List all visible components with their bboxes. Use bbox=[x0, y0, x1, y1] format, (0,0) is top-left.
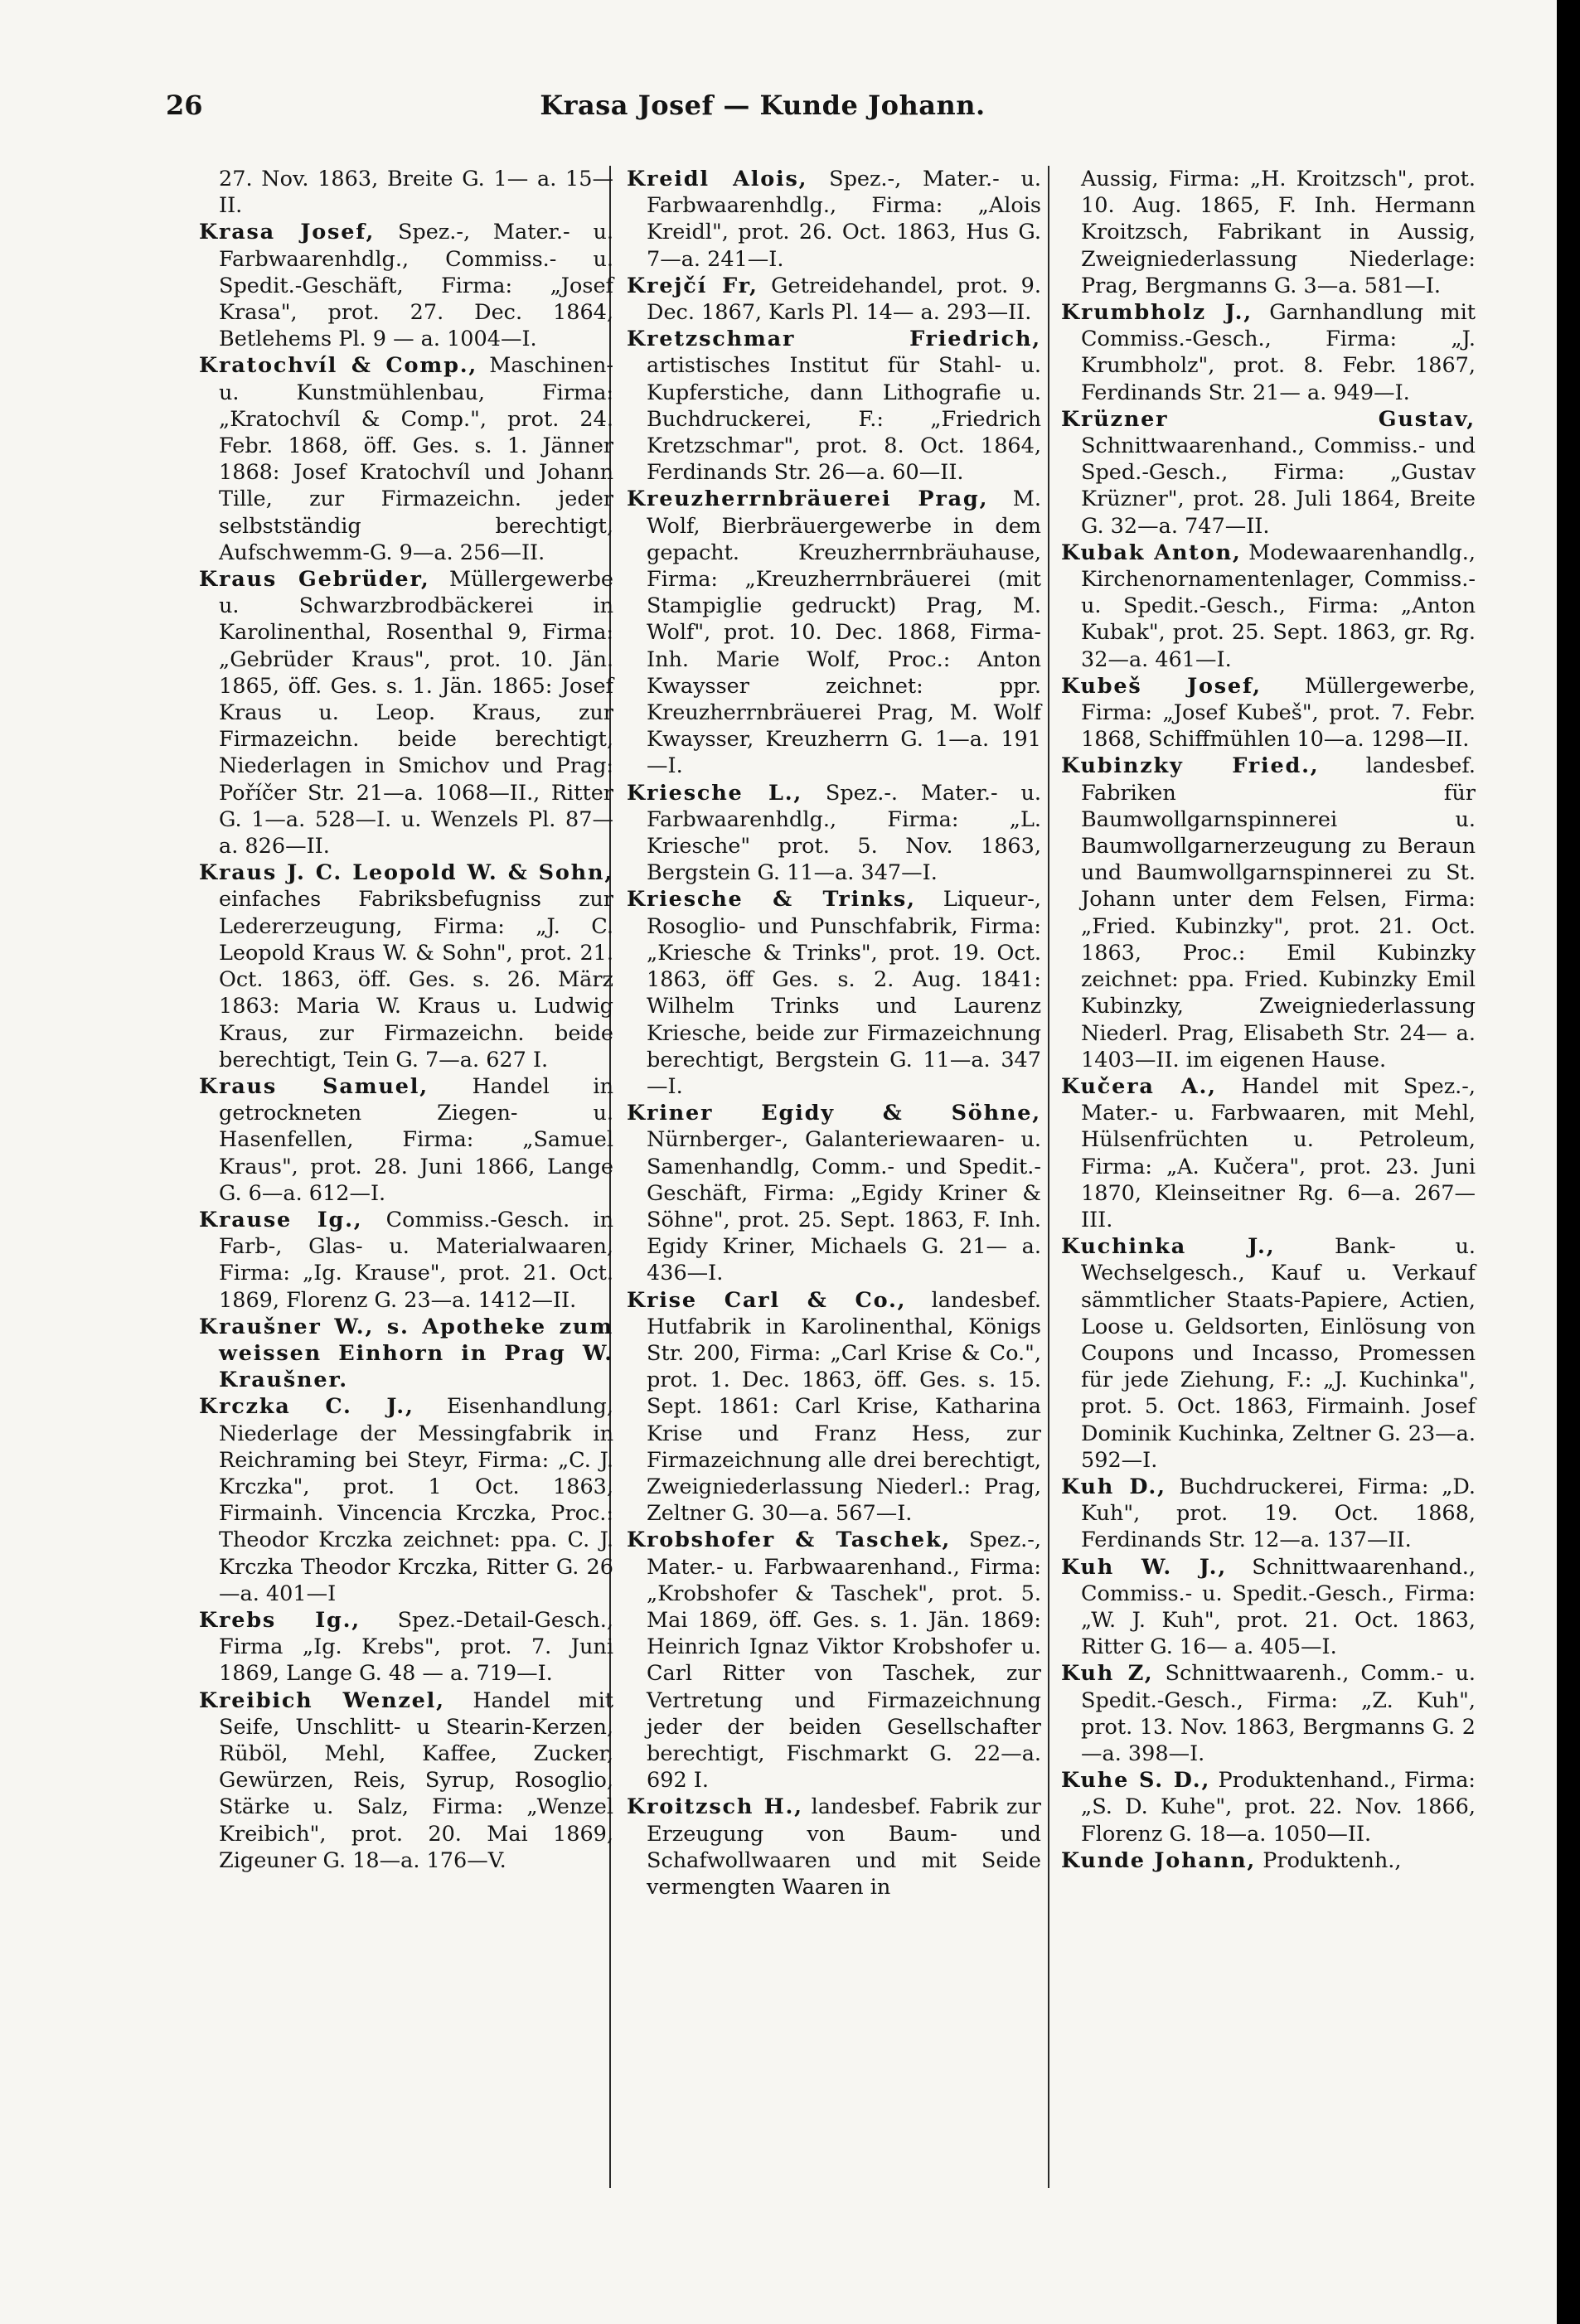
entry-text: Spez.-Detail-Gesch., Firma „Ig. Krebs", prot. 7. Juni 1869, Lange G. 48 — a. 719—I. bbox=[219, 1607, 613, 1687]
directory-entry bbox=[1061, 753, 1476, 1072]
entry-name: Krczka C. J., bbox=[199, 1394, 414, 1420]
entry-name: Kučera A., bbox=[1061, 1073, 1217, 1099]
entry-text: Handel in getrockneten Ziegen- u. Hasenfellen, Firma: „Samuel Kraus", prot. 28. Juni 1866, Lange G. 6—a. 612—I. bbox=[219, 1073, 613, 1206]
entry-name: Krise Carl & Co., bbox=[627, 1287, 907, 1313]
directory-entry bbox=[627, 1527, 1041, 1794]
entry-name: Krejčí Fr, bbox=[627, 273, 758, 298]
directory-entry bbox=[199, 859, 613, 1073]
entry-text: Bank- u. Wechselgesch., Kauf u. Verkauf sämmtlicher Staats-Papiere, Actien, Loose u. Geldsorten, Einlösung von Coupons und Incasso, Promessen für jede Ziehung, F.: „J. Kuchinka", prot. 5. Oct. 1863, Firmainh. Josef Dominik Kuchinka, Zeltner G. 23—a. 592—I. bbox=[1081, 1234, 1476, 1473]
entry-name: Kratochvíl & Comp., bbox=[199, 353, 478, 379]
page-number: 26 bbox=[166, 90, 203, 121]
directory-entry bbox=[199, 1393, 613, 1607]
entry-text: Nürnberger-, Galanteriewaaren- u. Samenhandlg, Comm.- und Spedit.-Geschäft, Firma: „Egidy Kriner & Söhne", prot. 25. Sept. 1863, F. Inh. Egidy Kriner, Michaels G. 21— a. 436—I. bbox=[647, 1127, 1041, 1286]
column-right bbox=[1061, 166, 1476, 1874]
entry-text: Schnittwaarenhand., Commiss.- u. Spedit.-Gesch., Firma: „W. J. Kuh", prot. 21. Oct. 1863, Ritter G. 16— a. 405—I. bbox=[1081, 1554, 1476, 1660]
directory-entry bbox=[627, 326, 1041, 486]
entry-name: Kubeš Josef, bbox=[1061, 673, 1262, 699]
entry-name: Kriesche L., bbox=[627, 780, 803, 806]
entry-name: Kraus J. C. Leopold W. & Sohn, bbox=[199, 860, 613, 886]
column-divider bbox=[1048, 166, 1049, 2188]
directory-entry bbox=[199, 1687, 613, 1874]
entry-name: Kuhe S. D., bbox=[1061, 1768, 1211, 1794]
entry-text: Spez.-, Mater.- u. Farbwaarenhand., Firma: „Krobshofer & Taschek", prot. 5. Mai 1869, öff. Ges. s. 1. Jän. 1869: Heinrich Ignaz Viktor Krobshofer u. Carl Ritter von Taschek, zur Vertretung und Firmazeichnung jeder der beiden Gesellschafter berechtigt, Fischmarkt G. 22—a. 692 I. bbox=[647, 1528, 1042, 1794]
page-header bbox=[166, 90, 1359, 131]
entry-name: Kuh W. J., bbox=[1061, 1554, 1228, 1580]
directory-entry bbox=[627, 780, 1041, 887]
entry-name: Kreibich Wenzel, bbox=[199, 1687, 445, 1713]
entry-name: Krause Ig., bbox=[199, 1207, 363, 1232]
entry-name: Kreidl Alois, bbox=[627, 167, 808, 191]
directory-entry bbox=[1061, 540, 1476, 673]
entry-name: Krasa Josef, bbox=[199, 220, 376, 245]
entry-text: Buchdruckerei, Firma: „D. Kuh", prot. 19. Oct. 1868, Ferdinands Str. 12—a. 137—II. bbox=[1081, 1474, 1476, 1553]
directory-entry bbox=[627, 1100, 1041, 1286]
entry-text: Handel mit Spez.-, Mater.- u. Farbwaaren, mit Mehl, Hülsenfrüchten u. Petroleum, Firma: „A. Kučera", prot. 23. Juni 1870, Kleinseitner Rg. 6—a. 267—III. bbox=[1081, 1073, 1476, 1232]
column-left bbox=[199, 166, 613, 1874]
entry-name: Kraušner W., s. Apotheke zum weissen Einhorn in Prag W. Kraušner. bbox=[199, 1314, 613, 1393]
entry-name: Kuchinka J., bbox=[1061, 1234, 1276, 1260]
directory-entry bbox=[199, 1073, 613, 1207]
entry-text: 27. Nov. 1863, Breite G. 1— a. 15—II. bbox=[219, 167, 613, 219]
entry-name: Kuh D., bbox=[1061, 1474, 1166, 1499]
directory-entry bbox=[1061, 1767, 1476, 1847]
entry-text: Schnittwaarenhand., Commiss.- und Sped.-Gesch., Firma: „Gustav Krüzner", prot. 28. Juli 1864, Breite G. 32—a. 747—II. bbox=[1081, 433, 1476, 539]
entry-text: landesbef. Fabrik zur Erzeugung von Baum- und Schafwollwaaren und mit Seide vermengten Waaren in bbox=[647, 1794, 1041, 1900]
directory-entry bbox=[627, 166, 1041, 273]
directory-entry bbox=[1061, 1474, 1476, 1554]
directory-entry bbox=[627, 1794, 1041, 1900]
entry-text: Liqueur-, Rosoglio- und Punschfabrik, Firma: „Kriesche & Trinks", prot. 19. Oct. 1863, öff Ges. s. 2. Aug. 1841: Wilhelm Trinks und Laurenz Kriesche, beide zur Firmazeichnung berechtigt, Bergstein G. 11—a. 347—I. bbox=[647, 887, 1041, 1099]
entry-text: landesbef. Fabriken für Baumwollgarnspinnerei u. Baumwollgarnerzeugung zu Beraun und Baumwollgarnspinnerei zu St. Johann unter dem Felsen, Firma: „Fried. Kubinzky", prot. 21. Oct. 1863, Proc.: Emil Kubinzky zeichnet: ppa. Fried. Kubinzky Emil Kubinzky, Zweigniederlassung Niederl. Prag, Elisabeth Str. 24— a. 1403—II. im eigenen Hause. bbox=[1081, 753, 1476, 1072]
entry-name: Kuh Z, bbox=[1061, 1661, 1154, 1687]
directory-entry bbox=[1061, 1554, 1476, 1661]
entry-name: Kubak Anton, bbox=[1061, 540, 1242, 565]
directory-entry bbox=[1061, 166, 1476, 299]
entry-text: landesbef. Hutfabrik in Karolinenthal, Königs Str. 200, Firma: „Carl Krise & Co.", prot. 1. Dec. 1863, öff. Ges. s. 15. Sept. 1861: Carl Krise, Katharina Krise und Franz Hess, zur Firmazeichnung alle drei berechtigt, Zweigniederlassung Niederl.: Prag, Zeltner G. 30—a. 567—I. bbox=[647, 1287, 1041, 1527]
entry-name: Kraus Gebrüder, bbox=[199, 567, 430, 593]
entry-text: Müllergewerbe, Firma: „Josef Kubeš", prot. 7. Febr. 1868, Schiffmühlen 10—a. 1298—II. bbox=[1081, 673, 1476, 753]
entry-text: artistisches Institut für Stahl- u. Kupferstiche, dann Lithografie u. Buchdruckerei, F.: „Friedrich Kretzschmar", prot. 8. Oct. 1864, Ferdinands Str. 26—a. 60—II. bbox=[647, 353, 1041, 486]
entry-text: Spez.-, Mater.- u. Farbwaarenhdlg., Firma: „Alois Kreidl", prot. 26. Oct. 1863, Hus G. 7—a. 241—I. bbox=[647, 167, 1041, 272]
entry-text: Maschinen- u. Kunstmühlenbau, Firma: „Kratochvíl & Comp.", prot. 24. Febr. 1868, öff. Ges. s. 1. Jänner 1868: Josef Kratochvíl und Johann Tille, zur Firmazeichn. jeder selbstständig berechtigt, Aufschwemm-G. 9—a. 256—II. bbox=[219, 353, 614, 565]
entry-text: Spez.-. Mater.- u. Farbwaarenhdlg., Firma: „L. Kriesche" prot. 5. Nov. 1863, Bergstein G. 11—a. 347—I. bbox=[647, 780, 1041, 886]
entry-text: M. Wolf, Bierbräuergewerbe in dem gepacht. Kreuzherrnbräuhause, Firma: „Kreuzherrnbräuerei (mit Stampiglie gedruckt) Prag, M. Wolf", prot. 10. Dec. 1868, Firma-Inh. Marie Wolf, Proc.: Anton Kwaysser zeichnet: ppr. Kreuzherrnbräuerei Prag, M. Wolf Kwaysser, Kreuzherrn G. 1—a. 191—I. bbox=[647, 487, 1041, 779]
entry-name: Krüzner Gustav, bbox=[1061, 406, 1476, 432]
entry-name: Krobshofer & Taschek, bbox=[627, 1528, 952, 1553]
column-middle bbox=[627, 166, 1041, 1900]
entry-text: Commiss.-Gesch. in Farb-, Glas- u. Materialwaaren, Firma: „Ig. Krause", prot. 21. Oct. 1869, Florenz G. 23—a. 1412—II. bbox=[219, 1207, 613, 1313]
entry-name: Kunde Johann, bbox=[1061, 1847, 1257, 1873]
entry-text: Aussig, Firma: „H. Kroitzsch", prot. 10. Aug. 1865, F. Inh. Hermann Kroitzsch, Fabrikant in Aussig, Zweigniederlassung Niederlage: Prag, Bergmanns G. 3—a. 581—I. bbox=[1081, 167, 1476, 298]
directory-entry bbox=[199, 219, 613, 352]
directory-entry bbox=[1061, 1847, 1476, 1874]
directory-entry bbox=[199, 1607, 613, 1687]
directory-entry bbox=[627, 273, 1041, 326]
entry-text: Müllergewerbe u. Schwarzbrodbäckerei in Karolinenthal, Rosenthal 9, Firma: „Gebrüder Kraus", prot. 10. Jän. 1865, öff. Ges. s. 1. Jän. 1865: Josef Kraus u. Leop. Kraus, zur Firmazeichn. beide berechtigt, Niederlagen in Smichov und Prag: Poříčer Str. 21—a. 1068—II., Ritter G. 1—a. 528—I. u. Wenzels Pl. 87—a. 826—II. bbox=[219, 567, 614, 859]
entry-text: Garnhandlung mit Commiss.-Gesch., Firma: „J. Krumbholz", prot. 8. Febr. 1867, Ferdinands Str. 21— a. 949—I. bbox=[1081, 300, 1476, 405]
entry-text: Spez.-, Mater.- u. Farbwaarenhdlg., Commiss.- u. Spedit.-Geschäft, Firma: „Josef Krasa", prot. 27. Dec. 1864, Betlehems Pl. 9 — a. 1004—I. bbox=[219, 220, 613, 352]
entry-name: Kubinzky Fried., bbox=[1061, 753, 1320, 779]
entry-name: Kraus Samuel, bbox=[199, 1073, 429, 1099]
directory-entry bbox=[199, 1314, 613, 1394]
directory-entry bbox=[1061, 406, 1476, 540]
entry-name: Kriner Egidy & Söhne, bbox=[627, 1101, 1041, 1126]
entry-name: Krumbholz J., bbox=[1061, 300, 1253, 326]
entry-name: Krebs Ig., bbox=[199, 1607, 361, 1633]
directory-entry bbox=[199, 352, 613, 566]
entry-name: Kroitzsch H., bbox=[627, 1794, 803, 1820]
running-title: Krasa Josef — Kunde Johann. bbox=[540, 90, 986, 121]
entry-text: Modewaarenhandlg., Kirchenornamentenlager, Commiss.- u. Spedit.-Gesch., Firma: „Anton Kubak", prot. 25. Sept. 1863, gr. Rg. 32—a. 461—I. bbox=[1081, 540, 1476, 672]
entry-name: Kriesche & Trinks, bbox=[627, 887, 916, 913]
directory-entry bbox=[1061, 1233, 1476, 1474]
entry-name: Kreuzherrnbräuerei Prag, bbox=[627, 487, 989, 512]
directory-entry bbox=[1061, 299, 1476, 406]
entry-name: Kretzschmar Friedrich, bbox=[627, 327, 1041, 352]
directory-entry bbox=[199, 166, 613, 219]
directory-entry bbox=[1061, 1073, 1476, 1233]
directory-entry bbox=[199, 1207, 613, 1314]
entry-text: Getreidehandel, prot. 9. Dec. 1867, Karls Pl. 14— a. 293—II. bbox=[647, 273, 1042, 326]
directory-entry bbox=[627, 886, 1041, 1100]
directory-entry bbox=[627, 1287, 1041, 1528]
entry-text: Produktenhand., Firma: „S. D. Kuhe", prot. 22. Nov. 1866, Florenz G. 18—a. 1050—II. bbox=[1081, 1768, 1476, 1847]
entry-text: Produktenh., bbox=[1263, 1847, 1402, 1873]
directory-entry bbox=[1061, 1660, 1476, 1767]
directory-entry bbox=[1061, 673, 1476, 753]
entry-text: Schnittwaarenh., Comm.- u. Spedit.-Gesch., Firma: „Z. Kuh", prot. 13. Nov. 1863, Bergmanns G. 2—a. 398—I. bbox=[1081, 1661, 1476, 1766]
directory-entry bbox=[199, 566, 613, 859]
directory-entry bbox=[627, 486, 1041, 779]
entry-text: einfaches Fabriksbefugniss zur Ledererzeugung, Firma: „J. C. Leopold Kraus W. & Sohn", prot. 21. Oct. 1863, öff. Ges. s. 26. März 1863: Maria W. Kraus u. Ludwig Kraus, zur Firmazeichn. beide berechtigt, Tein G. 7—a. 627 I. bbox=[219, 887, 613, 1072]
entry-text: Handel mit Seife, Unschlitt- u Stearin-Kerzen, Rüböl, Mehl, Kaffee, Zucker, Gewürzen, Reis, Syrup, Rosoglio, Stärke u. Salz, Firma: „Wenzel Kreibich", prot. 20. Mai 1869, Zigeuner G. 18—a. 176—V. bbox=[219, 1687, 613, 1873]
entry-text: Eisenhandlung, Niederlage der Messingfabrik in Reichraming bei Steyr, Firma: „C. J. Krczka", prot. 1 Oct. 1863, Firmainh. Vincencia Krczka, Proc.: Theodor Krczka zeichnet: ppa. C. J. Krczka Theodor Krczka, Ritter G. 26—a. 401—I bbox=[219, 1394, 613, 1606]
